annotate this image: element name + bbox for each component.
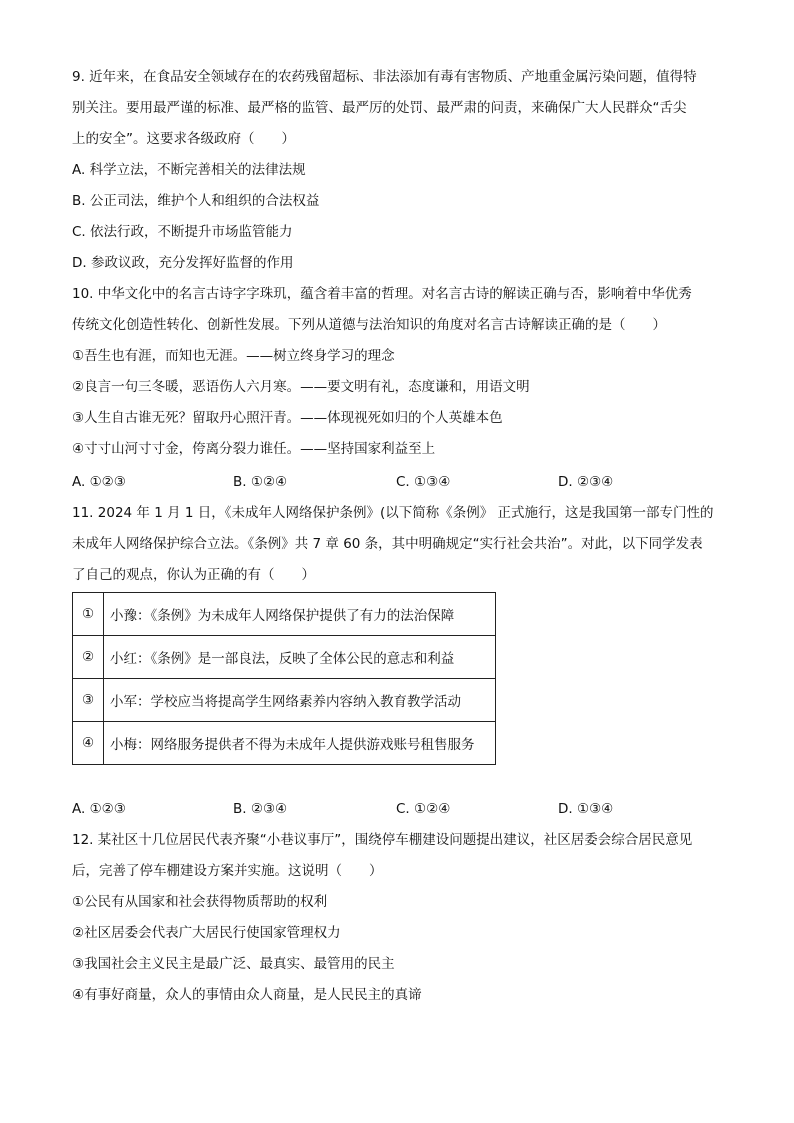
q11-choice-c: C. ①②④ bbox=[396, 801, 451, 817]
q9-stem-line-3: 上的安全”。这要求各级政府（ ） bbox=[72, 131, 295, 147]
q9-stem-line-1: 9. 近年来，在食品安全领域存在的农药残留超标、非法添加有毒有害物质、产地重金属污染问题，值得特 bbox=[72, 69, 697, 85]
q10-choice-c: C. ①③④ bbox=[396, 474, 451, 490]
q10-choice-d: D. ②③④ bbox=[558, 474, 614, 490]
q10-statement-2: ②良言一句三冬暖，恶语伤人六月寒。——要文明有礼，态度谦和，用语文明 bbox=[72, 379, 530, 395]
q11-stem-line-1: 11. 2024 年 1 月 1 日，《未成年人网络保护条例》(以下简称《条例》 正式施行，这是我国第一部专门性的 bbox=[72, 505, 714, 521]
statement-text: 小军：学校应当将提高学生网络素养内容纳入教育教学活动 bbox=[104, 679, 496, 722]
statement-text: 小豫：《条例》为未成年人网络保护提供了有力的法治保障 bbox=[104, 593, 496, 636]
q12-statement-2: ②社区居委会代表广大居民行使国家管理权力 bbox=[72, 925, 341, 941]
statement-number: ④ bbox=[73, 722, 104, 765]
q10-statement-1: ①吾生也有涯，而知也无涯。——树立终身学习的理念 bbox=[72, 348, 395, 364]
q10-choice-a: A. ①②③ bbox=[72, 474, 126, 490]
q9-option-d: D. 参政议政，充分发挥好监督的作用 bbox=[72, 255, 294, 271]
q11-choice-a: A. ①②③ bbox=[72, 801, 126, 817]
table-row bbox=[73, 722, 496, 765]
q10-choice-b: B. ①②④ bbox=[233, 474, 288, 490]
q11-stem-line-2: 未成年人网络保护综合立法。《条例》共 7 章 60 条，其中明确规定“实行社会共治”。对此，以下同学发表 bbox=[72, 536, 703, 552]
table-row bbox=[73, 679, 496, 722]
q9-option-c: C. 依法行政，不断提升市场监管能力 bbox=[72, 224, 293, 240]
statement-text: 小红：《条例》是一部良法，反映了全体公民的意志和利益 bbox=[104, 636, 496, 679]
q9-option-a: A. 科学立法，不断完善相关的法律法规 bbox=[72, 162, 306, 178]
q12-statement-1: ①公民有从国家和社会获得物质帮助的权利 bbox=[72, 894, 328, 910]
q12-statement-4: ④有事好商量，众人的事情由众人商量，是人民民主的真谛 bbox=[72, 987, 422, 1003]
q10-statement-3: ③人生自古谁无死？留取丹心照汗青。——体现视死如归的个人英雄本色 bbox=[72, 410, 503, 426]
q12-statement-3: ③我国社会主义民主是最广泛、最真实、最管用的民主 bbox=[72, 956, 395, 972]
q9-option-b: B. 公正司法，维护个人和组织的合法权益 bbox=[72, 193, 320, 209]
statement-number: ① bbox=[73, 593, 104, 636]
q10-statement-4: ④寸寸山河寸寸金，侉离分裂力谁任。——坚持国家利益至上 bbox=[72, 441, 436, 457]
table-row bbox=[73, 636, 496, 679]
q11-statement-table bbox=[72, 592, 496, 765]
q11-stem-line-3: 了自己的观点，你认为正确的有（ ） bbox=[72, 567, 315, 583]
q11-choice-b: B. ②③④ bbox=[233, 801, 288, 817]
table-row bbox=[73, 593, 496, 636]
q10-stem-line-2: 传统文化创造性转化、创新性发展。下列从道德与法治知识的角度对名言古诗解读正确的是（ ） bbox=[72, 317, 666, 333]
q9-stem-line-2: 别关注。要用最严谨的标准、最严格的监管、最严厉的处罚、最严肃的问责，来确保广大人民群众“舌尖 bbox=[72, 100, 687, 116]
q12-stem-line-2: 后，完善了停车棚建设方案并实施。这说明（ ） bbox=[72, 863, 383, 879]
statement-number: ③ bbox=[73, 679, 104, 722]
q12-stem-line-1: 12. 某社区十几位居民代表齐聚“小巷议事厅”，围绕停车棚建设问题提出建议，社区居委会综合居民意见 bbox=[72, 832, 693, 848]
q10-stem-line-1: 10. 中华文化中的名言古诗字字珠玑，蕴含着丰富的哲理。对名言古诗的解读正确与否，影响着中华优秀 bbox=[72, 286, 692, 302]
q11-choice-d: D. ①③④ bbox=[558, 801, 614, 817]
statement-number: ② bbox=[73, 636, 104, 679]
statement-text: 小梅：网络服务提供者不得为未成年人提供游戏账号租售服务 bbox=[104, 722, 496, 765]
